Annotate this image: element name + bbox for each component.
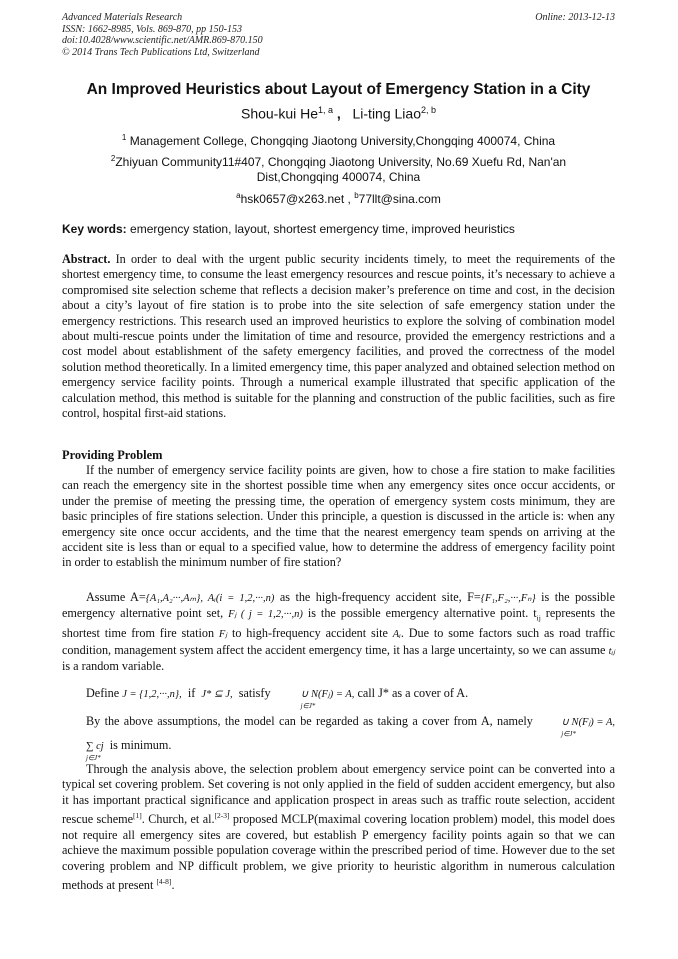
through-text-4: . bbox=[171, 877, 175, 892]
assume-text-5: represents the shortest time from fire station bbox=[62, 606, 616, 641]
section-paragraph-1 bbox=[62, 463, 615, 571]
author-2: Li-ting Liao bbox=[352, 105, 421, 122]
ai-symbol: Aᵢ bbox=[392, 629, 401, 641]
affiliation-2-mark: 2 bbox=[110, 154, 116, 163]
assume-text-2: as the high-frequency accident site, F= bbox=[274, 590, 481, 604]
author-2-affil: 2, b bbox=[421, 105, 437, 115]
sum-formula bbox=[62, 739, 104, 762]
abstract-label: Abstract. bbox=[62, 252, 111, 266]
journal-header bbox=[62, 12, 615, 58]
assume-text-1: Assume A= bbox=[86, 590, 146, 604]
define-text-1: Define bbox=[86, 686, 123, 700]
tij-subscript: ij bbox=[536, 613, 541, 623]
journal-doi[interactable]: doi:10.4028/www.scientific.net/AMR.869-870.150 bbox=[62, 35, 263, 46]
journal-copyright: © 2014 Trans Tech Publications Ltd, Switzerland bbox=[62, 46, 260, 58]
by-union-limit: j∈J* bbox=[561, 730, 576, 738]
assume-text-8: is a random variable. bbox=[62, 659, 165, 674]
union-formula bbox=[277, 687, 355, 710]
define-text-2: if bbox=[181, 686, 202, 700]
through-text-2: . Church, et al. bbox=[141, 812, 215, 827]
citation-2[interactable]: [2-3] bbox=[214, 811, 230, 821]
sum-limit: j∈J* bbox=[86, 754, 101, 763]
set-a-formula: {A₁,A₂···,Aₘ}, Aᵢ(i = 1,2,···,n) bbox=[145, 593, 275, 604]
keywords bbox=[62, 222, 615, 236]
section-heading: Providing Problem bbox=[62, 448, 163, 462]
affiliation-2-text: Zhiyuan Community11#407, Chongqing Jiaotong University, No.69 Xuefu Rd, Nan'an Dist,Chongqing 400074, China bbox=[115, 155, 567, 184]
tij-symbol: tᵢⱼ bbox=[608, 645, 615, 657]
email-b-mark: b bbox=[354, 191, 359, 200]
affiliation-2 bbox=[92, 151, 585, 185]
analysis-paragraph bbox=[62, 762, 615, 893]
keywords-label: Key words: bbox=[62, 222, 127, 236]
by-text-1: By the above assumptions, the model can be regarded as taking a cover from A, namely bbox=[86, 714, 538, 728]
define-paragraph bbox=[62, 686, 615, 710]
subset-formula: J* ⊆ J, bbox=[201, 689, 233, 700]
through-text-3: proposed MCLP(maximal covering location problem) model, this model does not require all emergency sites are covered, but establish P emergency facility points again so that we can achieve the maximum possible population coverage within the prescribed period of time. However due to the set covering problem and NP difficult problem, we give priority to heuristic algorithm in numerous calculation methods at present bbox=[62, 812, 615, 892]
union-limit: j∈J* bbox=[300, 702, 316, 710]
fj-symbol: Fⱼ bbox=[218, 629, 228, 641]
paper-title: An Improved Heuristics about Layout of Emergency Station in a City bbox=[86, 81, 591, 98]
abstract-text: In order to deal with the urgent public security incidents timely, to meet the requirements of the shortest emergency time, to consume the least emergency resources and rescue points, it’s necessary to achieve a compromised site selection scheme that reflects a decision maker’s preference on time and cost, in the decision about a city’s layout of fire station is to probe into the site selection of safe emergency station under the emergency restrictions. This research used an improved heuristics to explore the solving of combination model about multi-rescue points under the limitation of time and resource, provided the emergency restrictions and a cost model about establishment of the safety emergency facilities, and proved the correctness of the model solution method theoretically. In a limited emergency time, this paper analyzed and obtained selection method on emergency service facility points. Through a numerical example illustrated that specific application of the calculation method, this method is suitable for the planning and construction of the public facilities, such as fire control, hospital first-aid stations. bbox=[62, 252, 615, 421]
email-a[interactable]: hsk0657@x263.net , bbox=[240, 192, 355, 206]
author-1: Shou-kui He bbox=[240, 105, 319, 122]
keywords-text: emergency station, layout, shortest emergency time, improved heuristics bbox=[126, 222, 515, 236]
author-emails bbox=[92, 188, 585, 207]
citation-3[interactable]: [4-8] bbox=[156, 876, 172, 886]
by-union-expression: ∪ N(Fⱼ) = A, bbox=[561, 717, 615, 728]
online-date: Online: 2013-12-13 bbox=[535, 12, 615, 23]
by-union-formula bbox=[537, 715, 615, 738]
email-a-mark: a bbox=[236, 191, 241, 200]
assume-text-7: . Due to some factors such as road traffic condition, management system affect the accident emergency time, it has a large uncertainty, so we can assume bbox=[62, 626, 615, 657]
assume-text-6: to high-frequency accident site bbox=[227, 626, 393, 641]
author-1-affil: 1, a bbox=[318, 105, 334, 115]
by-text-2: is minimum. bbox=[103, 738, 172, 753]
union-expression: ∪ N(Fⱼ) = A, bbox=[300, 689, 355, 700]
model-paragraph bbox=[62, 714, 615, 763]
author-line bbox=[62, 105, 615, 122]
assume-text-3: is the possible emergency alternative point set, bbox=[62, 590, 615, 621]
paragraph-text: If the number of emergency service facility points are given, how to chose a fire station to make facilities can reach the emergency site in the shortest possible time when any emergency sites once occur accidents, or under the premise of meeting the pressing time, the operation of emergency system costs minimum, they are basic principles of fire stations selection. Under this principle, a question is discussed in the article is: when any emergency site once occur accidents, and the time that the nearest emergency team spends on arriving at the accident site is less than or equal to a specified value, how to determine the address of emergency facility point in order to establish the minimum number of fire station? bbox=[62, 463, 615, 570]
define-text-3: satisfy bbox=[232, 686, 277, 700]
define-text-4: call J* as a cover of A. bbox=[354, 686, 469, 700]
affiliation-1-mark: 1 bbox=[121, 133, 127, 142]
affiliation-1 bbox=[92, 130, 585, 149]
sum-expression: ∑ cj bbox=[86, 741, 104, 753]
set-j-formula: J = {1,2,···,n}, bbox=[122, 689, 182, 700]
set-f-formula: {F₁,F₂,···,Fₙ} bbox=[480, 593, 536, 604]
through-text-1: Through the analysis above, the selection problem about emergency service point can be converted into a typical set covering problem. Set covering is not only applied in the field of sudden accident emergency, but also it has important practical significance and application prospect in areas such as traffic route selection, accident rescue scheme bbox=[62, 762, 615, 827]
assume-paragraph bbox=[62, 590, 615, 674]
citation-1[interactable]: [1] bbox=[133, 811, 142, 821]
affiliation-1-text: Management College, Chongqing Jiaotong University,Chongqing 400074, China bbox=[126, 134, 556, 148]
journal-name: Advanced Materials Research bbox=[62, 12, 183, 23]
fj-formula: Fⱼ ( j = 1,2,···,n) bbox=[228, 609, 303, 621]
journal-issn: ISSN: 1662-8985, Vols. 869-870, pp 150-153 bbox=[62, 23, 242, 35]
email-b[interactable]: 77llt@sina.com bbox=[358, 192, 441, 206]
abstract bbox=[62, 252, 615, 421]
assume-text-4: is the possible emergency alternative point. t bbox=[302, 606, 537, 621]
author-separator: , bbox=[333, 105, 353, 122]
